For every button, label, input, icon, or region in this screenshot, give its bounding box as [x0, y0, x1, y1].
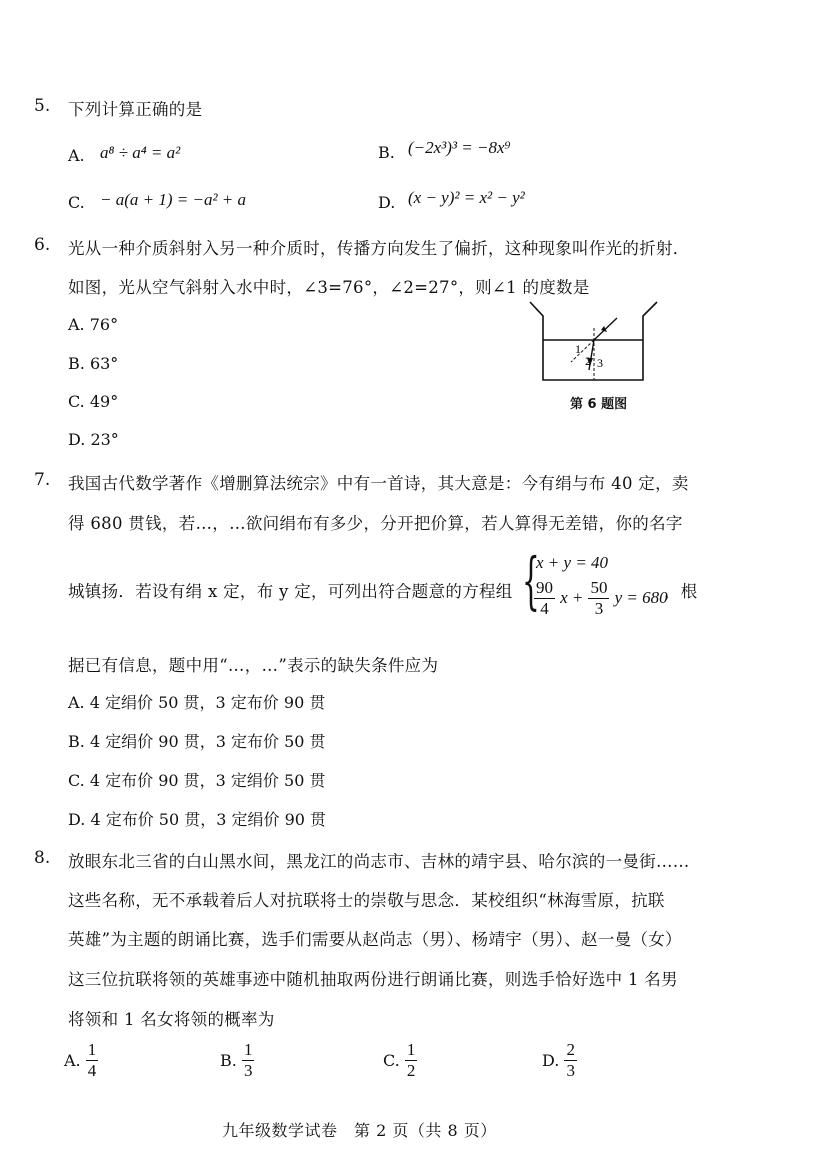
q6-option-d [68, 430, 119, 449]
q8-line-3: 英雄”为主题的朗诵比赛，选手们需要从赵尚志（男）、杨靖宇（男）、赵一曼（女） [68, 930, 682, 949]
frac-numerator: 1 [406, 1040, 416, 1059]
q7-option-b-label: B. [68, 732, 85, 751]
q8-option-b-fraction [242, 1040, 255, 1081]
q6-stem-line1: 光从一种介质斜射入另一种介质时，传播方向发生了偏折，这种现象叫作光的折射． [68, 239, 690, 258]
q7-option-d [68, 807, 326, 830]
q7-option-b [68, 729, 326, 752]
frac-denominator: 3 [243, 1061, 253, 1080]
q8-line-4: 这三位抗联将领的英雄事迹中随机抽取两份进行朗诵比赛，则选手恰好选中 1 名男 [68, 970, 678, 989]
q5-option-a-expr: a⁸ ÷ a⁴ = a² [100, 143, 181, 162]
q6-option-b-text: 63° [89, 354, 119, 373]
q8-option-a-label: A. [64, 1051, 81, 1070]
q7-option-a-text: 4 定绢价 50 贯，3 定布价 90 贯 [89, 693, 326, 712]
q7-eq2-mid: x + [560, 588, 584, 607]
q5-option-b-label: B. [378, 143, 395, 162]
q6-option-b [68, 354, 118, 373]
q7-line2: 得 680 贯钱，若…，…欲问绢布有多少，分开把价算，若人算得无差错，你的名字 [68, 514, 683, 533]
q7-option-c-text: 4 定布价 90 贯，3 定绢价 50 贯 [89, 771, 326, 790]
q6-stem-line2: 如图，光从空气斜射入水中时，∠3=76°，∠2=27°，则∠1 的度数是 [68, 278, 590, 297]
q7-option-b-text: 4 定绢价 90 贯，3 定布价 50 贯 [89, 732, 326, 751]
q7-line3-before: 城镇扬．若设有绢 x 定，布 y 定，可列出符合题意的方程组 [68, 582, 513, 601]
q8-option-d-label: D. [542, 1051, 560, 1070]
angle-label-3: 3 [597, 356, 603, 370]
frac-denominator: 4 [540, 599, 549, 618]
q5-option-c-label: C. [68, 193, 85, 212]
q8-number: 8. [34, 848, 51, 868]
angle-label-1: 1 [575, 342, 581, 356]
q8-line-5: 将领和 1 名女将领的概率为 [68, 1010, 275, 1029]
q7-line1: 我国古代数学著作《增删算法统宗》中有一首诗，其大意是：今有绢与布 40 定，卖 [68, 474, 689, 493]
q7-option-a [68, 690, 325, 713]
q6-figure-caption: 第 6 题图 [570, 397, 628, 412]
q7-option-a-label: A. [68, 693, 85, 712]
q7-frac-50-3 [588, 578, 609, 619]
q5-option-c-expr: − a(a + 1) = −a² + a [100, 190, 247, 209]
frac-denominator: 3 [566, 1061, 575, 1080]
q8-option-b [220, 1040, 254, 1081]
q6-option-a-label: A. [68, 315, 85, 334]
frac-numerator: 90 [536, 578, 553, 597]
q7-option-c [68, 768, 325, 791]
q8-option-c [383, 1040, 417, 1081]
q8-line-2: 这些名称，无不承载着后人对抗联将士的崇敬与思念．某校组织“林海雪原，抗联 [68, 891, 665, 910]
q7-frac-90-4 [534, 578, 555, 619]
q7-line3-after: ，根 [664, 582, 698, 601]
q7-number: 7. [34, 470, 51, 490]
q5-stem: 下列计算正确的是 [68, 100, 203, 119]
q8-option-d-fraction [564, 1040, 577, 1081]
angle-label-2: 2 [585, 354, 591, 368]
q8-option-d [542, 1040, 577, 1081]
q5-option-d-label: D. [378, 193, 396, 212]
q5-number: 5. [34, 96, 51, 116]
q6-option-c-label: C. [68, 392, 85, 411]
q7-option-d-text: 4 定布价 50 贯，3 定绢价 90 贯 [90, 810, 327, 829]
q7-option-c-label: C. [68, 771, 85, 790]
q6-option-a [68, 315, 118, 334]
equation-system-brace: { [522, 544, 540, 617]
frac-numerator: 50 [590, 578, 608, 597]
q8-option-a [64, 1040, 98, 1081]
q8-option-c-label: C. [383, 1051, 400, 1070]
q6-option-b-label: B. [68, 354, 85, 373]
frac-numerator: 2 [566, 1040, 575, 1059]
q6-number: 6. [34, 235, 51, 255]
q7-option-d-label: D. [68, 810, 86, 829]
q6-option-c-text: 49° [89, 392, 119, 411]
q8-line-1: 放眼东北三省的白山黑水间，黑龙江的尚志市、吉林的靖宇县、哈尔滨的一曼街…… [68, 852, 690, 871]
q7-eq2-end: y = 680 [614, 588, 668, 607]
frac-denominator: 3 [594, 599, 604, 618]
q5-option-d-expr: (x − y)² = x² − y² [408, 188, 525, 207]
frac-numerator: 1 [243, 1040, 253, 1059]
q8-option-c-fraction [405, 1040, 418, 1081]
frac-denominator: 2 [406, 1061, 416, 1080]
q6-option-d-text: 23° [90, 430, 119, 449]
q6-option-d-label: D. [68, 430, 86, 449]
q6-option-a-text: 76° [89, 315, 119, 334]
page-footer: 九年级数学试卷 第 2 页（共 8 页） [222, 1121, 497, 1140]
frac-denominator: 4 [87, 1061, 97, 1080]
q5-option-b-expr: (−2x³)³ = −8x⁹ [408, 138, 511, 157]
q8-option-b-label: B. [220, 1051, 237, 1070]
q7-line4: 据已有信息，题中用“…，…”表示的缺失条件应为 [68, 656, 439, 675]
q6-option-c [68, 392, 118, 411]
q6-refraction-figure [525, 298, 665, 388]
frac-numerator: 1 [87, 1040, 97, 1059]
q8-option-a-fraction [86, 1040, 99, 1081]
q7-equation-1: x + y = 40 [536, 553, 609, 572]
q5-option-a-label: A. [68, 146, 85, 165]
q7-equation-2 [534, 578, 668, 619]
